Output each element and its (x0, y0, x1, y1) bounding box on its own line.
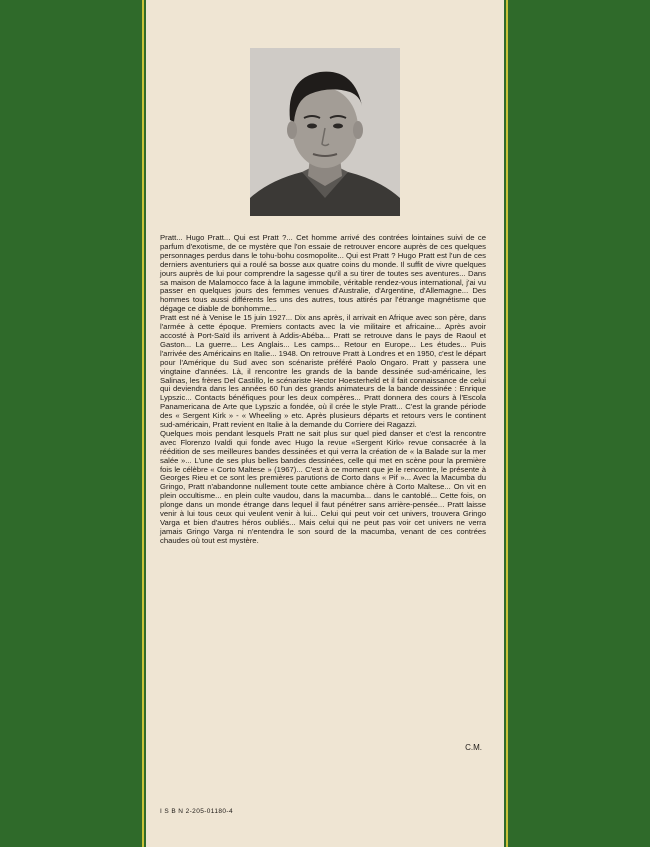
isbn-number: I S B N 2-205-01180-4 (160, 808, 233, 815)
biography-text (160, 234, 486, 546)
author-photo (250, 48, 400, 216)
paragraph-3: Quelques mois pendant lesquels Pratt ne sait plus sur quel pied danser et c'est la rencontre avec Florenzo Ivaldi qui fonde avec Hugo la revue «Sergent Kirk» revue consacrée à la réédition de ses meilleures bandes dessinées et qui verra la création de « la Balade sur la mer salée »... L'une de ses plus belles bandes dessinées, celle qui met en scène pour la première fois le célèbre « Corto Maltese » (1967)... C'est à ce moment que je le rencontre, le présente à Georges Rieu et ce sont les premières parutions de Corto dans « Pif »... Avec la Macumba du Gringo, Pratt n'abandonne nullement toute cette ambiance chère à Corto Maltese... On vit en plein occultisme... en plein culte vaudou, dans la macumba... dans le cantoblé... Cette fois, on plonge dans un monde étrange dans lequel il faut pénétrer sans arrière-pensée... Pratt laisse venir à lui tous ceux qui veulent venir à lui... Celui qui peut voir cet univers, trouvera Gringo Varga et bien d'autres héros oubliés... Mais celui qui ne peut pas voir cet univers ne verra jamais Gringo Varga ni n'entendra le son sourd de la macumba, venant de ces contrées chaudes où tout est mystère. (160, 428, 486, 545)
back-cover-panel (146, 0, 504, 847)
author-signature: C.M. (465, 743, 482, 752)
paragraph-2: Pratt est né à Venise le 15 juin 1927... Dix ans après, il arrivait en Afrique avec son père, dans l'armée à cette époque. Premiers contacts avec la vie militaire et africaine... Après avoir accosté à Port-Saïd ils arrivent à Addis-Abéba... Pratt se retrouve dans le pays de Raoul et Gaston... La guerre... Les Anglais... Les camps... Retour en Europe... Les études... Puis l'arrivée des Américains en Italie... 1948. On retrouve Pratt à Londres et en 1950, c'est le départ pour l'Amérique du Sud avec son scénariste préféré Paolo Ongaro. Pratt y passera une vingtaine d'années. Là, il rencontre les grands de la bande dessinée sud-américaine, les Salinas, les frères Del Castillo, le scénariste Hector Hoesterheld et il fait connaissance de celui qui deviendra dans les années 60 l'un des grands animateurs de la bande dessinée : Enrique Lypszic... Contacts bénéfiques pour les deux compères... Pratt donnera des cours à l'Escola Panamericana de Arte que Lypszic a fondée, où il crée le style Pratt... C'est la grande période des « Sergent Kirk » - « Wheeling » etc. Après plusieurs départs et retours vers le continent sud-américain, Pratt revient en Italie à la demande du Corriere dei Ragazzi. (160, 313, 486, 430)
author-portrait-illustration (250, 48, 400, 216)
paragraph-1: Pratt... Hugo Pratt... Qui est Pratt ?... Cet homme arrivé des contrées lointaines suivi de ce parfum d'exotisme, de ce mystère que l'on essaie de retrouver encore auprès de ces quelques personnages perdus dans le tohu-bohu cosmopolite... Qui est Pratt ? Hugo Pratt est l'un de ces derniers aventuriers qui a roulé sa bosse aux quatre coins du monde. Il suffit de vivre quelques jours auprès de lui pour comprendre la sagesse qu'il a su tirer de toutes ses aventures... Dans sa maison de Malamocco face à la lagune immobile, véritable rendez-vous international, j'ai vu passer en quelques jours des femmes venues d'Australie, d'Argentine, d'Allemagne... Des hommes tous aussi différents les uns des autres, tous attirés par l'étrange magnétisme que dégage ce diable de bonhomme... (160, 233, 486, 314)
left-border-line (142, 0, 144, 847)
right-border-line (506, 0, 508, 847)
